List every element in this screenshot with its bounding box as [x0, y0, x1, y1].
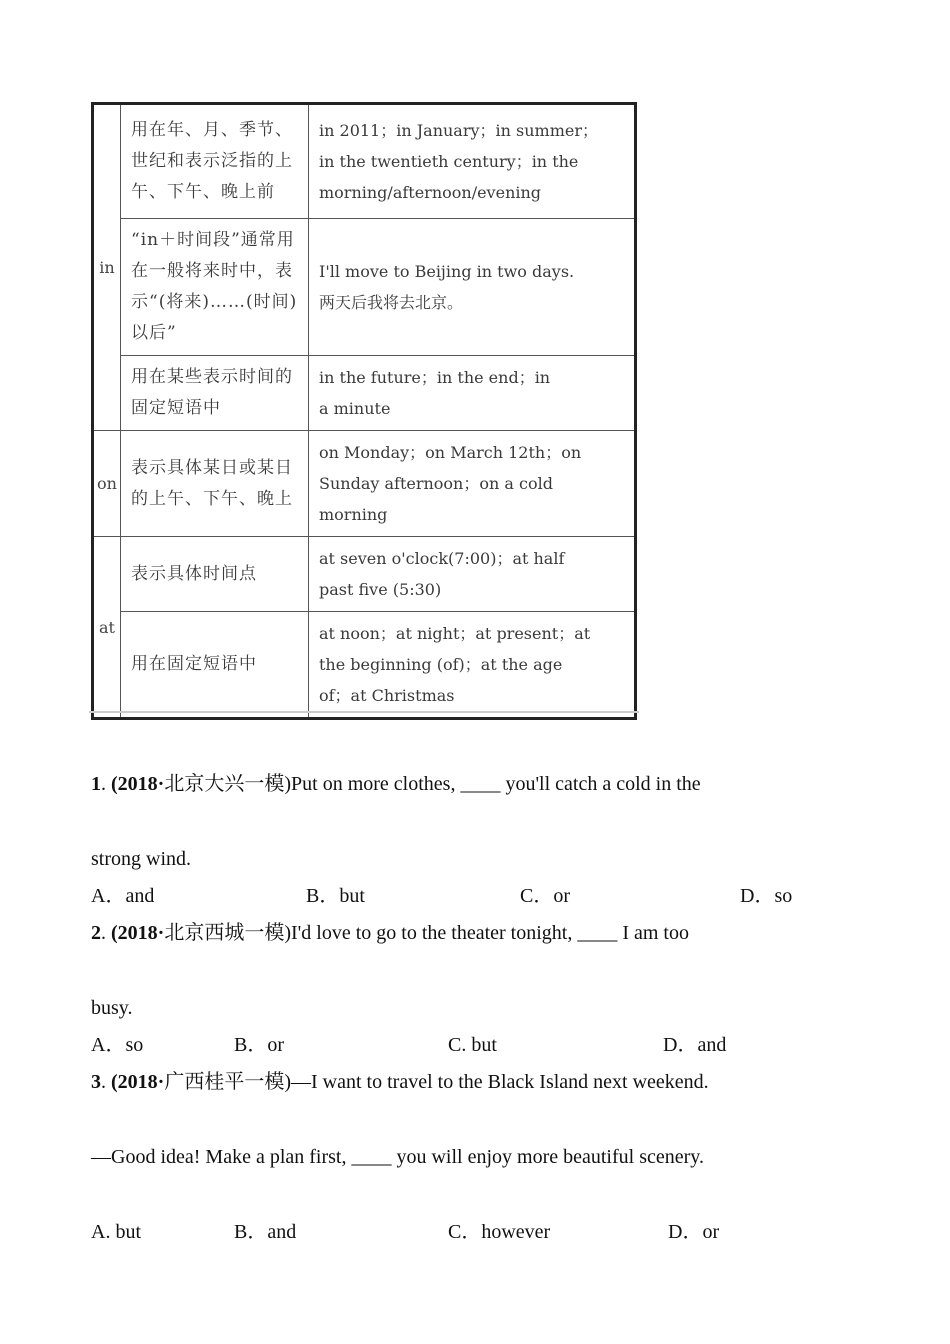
- question-year: (2018·: [111, 922, 165, 944]
- table-row: [93, 612, 636, 719]
- option-c[interactable]: C．however: [448, 1221, 551, 1243]
- question-1-line-2: strong wind.: [91, 848, 191, 870]
- example-cell: [309, 104, 636, 219]
- table-row: [93, 537, 636, 612]
- example-line: past five (5:30): [319, 580, 442, 599]
- example-line: in the twentieth century；in the: [319, 152, 579, 171]
- table-row: [93, 431, 636, 537]
- question-number: 3: [91, 1071, 101, 1093]
- example-line: at noon；at night；at present；at: [319, 624, 591, 643]
- question-source: 广西桂平一模): [164, 1071, 292, 1093]
- option-d[interactable]: D．and: [663, 1034, 727, 1056]
- table-row: [93, 104, 636, 219]
- example-line: morning: [319, 505, 388, 524]
- example-line: Sunday afternoon；on a cold: [319, 474, 553, 493]
- question-3-line-2: —Good idea! Make a plan first, ____ you will enjoy more beautiful scenery.: [91, 1146, 704, 1168]
- example-line: morning/afternoon/evening: [319, 183, 542, 202]
- option-b[interactable]: B．or: [234, 1034, 284, 1056]
- usage-cell: 用在某些表示时间的固定短语中: [121, 356, 309, 431]
- preposition-cell: in: [93, 104, 121, 431]
- usage-cell: 用在固定短语中: [121, 612, 309, 719]
- option-a[interactable]: A. but: [91, 1221, 141, 1243]
- question-year: (2018·: [111, 773, 165, 795]
- option-d[interactable]: D．so: [740, 885, 793, 907]
- example-cell: [309, 612, 636, 719]
- option-b[interactable]: B．but: [306, 885, 365, 907]
- example-line: a minute: [319, 399, 391, 418]
- question-text: Put on more clothes, ____ you'll catch a cold in the: [291, 773, 701, 795]
- question-year: (2018·: [111, 1071, 165, 1093]
- table-bottom-rule: [89, 711, 639, 713]
- usage-cell: 表示具体某日或某日的上午、下午、晚上: [121, 431, 309, 537]
- example-cell: [309, 356, 636, 431]
- example-line: on Monday；on March 12th；on: [319, 443, 582, 462]
- option-d[interactable]: D．or: [668, 1221, 720, 1243]
- question-2-line-1: 2. (2018·北京西城一模)I'd love to go to the theater tonight, ____ I am too: [91, 922, 689, 944]
- usage-cell: 表示具体时间点: [121, 537, 309, 612]
- question-3-line-1: 3. (2018·广西桂平一模)—I want to travel to the Black Island next weekend.: [91, 1071, 709, 1093]
- usage-cell: “in＋时间段”通常用在一般将来时中，表示“(将来)……(时间)以后”: [121, 219, 309, 356]
- question-number: 2: [91, 922, 101, 944]
- option-c[interactable]: C. but: [448, 1034, 497, 1056]
- example-cell: [309, 431, 636, 537]
- example-line: the beginning (of)；at the age: [319, 655, 563, 674]
- question-2-line-2: busy.: [91, 997, 133, 1019]
- question-source: 北京西城一模): [164, 922, 292, 944]
- option-c[interactable]: C．or: [520, 885, 570, 907]
- example-line: 两天后我将去北京。: [319, 293, 464, 312]
- example-cell: [309, 537, 636, 612]
- option-a[interactable]: A．and: [91, 885, 155, 907]
- example-line: in 2011；in January；in summer；: [319, 121, 599, 140]
- question-number: 1: [91, 773, 101, 795]
- example-line: of；at Christmas: [319, 686, 455, 705]
- table-row: [93, 356, 636, 431]
- question-text: I'd love to go to the theater tonight, ____ I am too: [291, 922, 689, 944]
- preposition-usage-table: [91, 102, 637, 720]
- example-cell: [309, 219, 636, 356]
- question-source: 北京大兴一模): [164, 773, 292, 795]
- preposition-cell: at: [93, 537, 121, 719]
- example-line: at seven o'clock(7:00)；at half: [319, 549, 565, 568]
- option-b[interactable]: B．and: [234, 1221, 297, 1243]
- table-row: [93, 219, 636, 356]
- preposition-cell: on: [93, 431, 121, 537]
- question-text: —I want to travel to the Black Island next weekend.: [291, 1071, 709, 1093]
- example-line: in the future；in the end；in: [319, 368, 551, 387]
- question-1-line-1: 1. (2018·北京大兴一模)Put on more clothes, ____ you'll catch a cold in the: [91, 773, 701, 795]
- option-a[interactable]: A．so: [91, 1034, 144, 1056]
- example-line: I'll move to Beijing in two days.: [319, 262, 575, 281]
- usage-cell: 用在年、月、季节、世纪和表示泛指的上午、下午、晚上前: [121, 104, 309, 219]
